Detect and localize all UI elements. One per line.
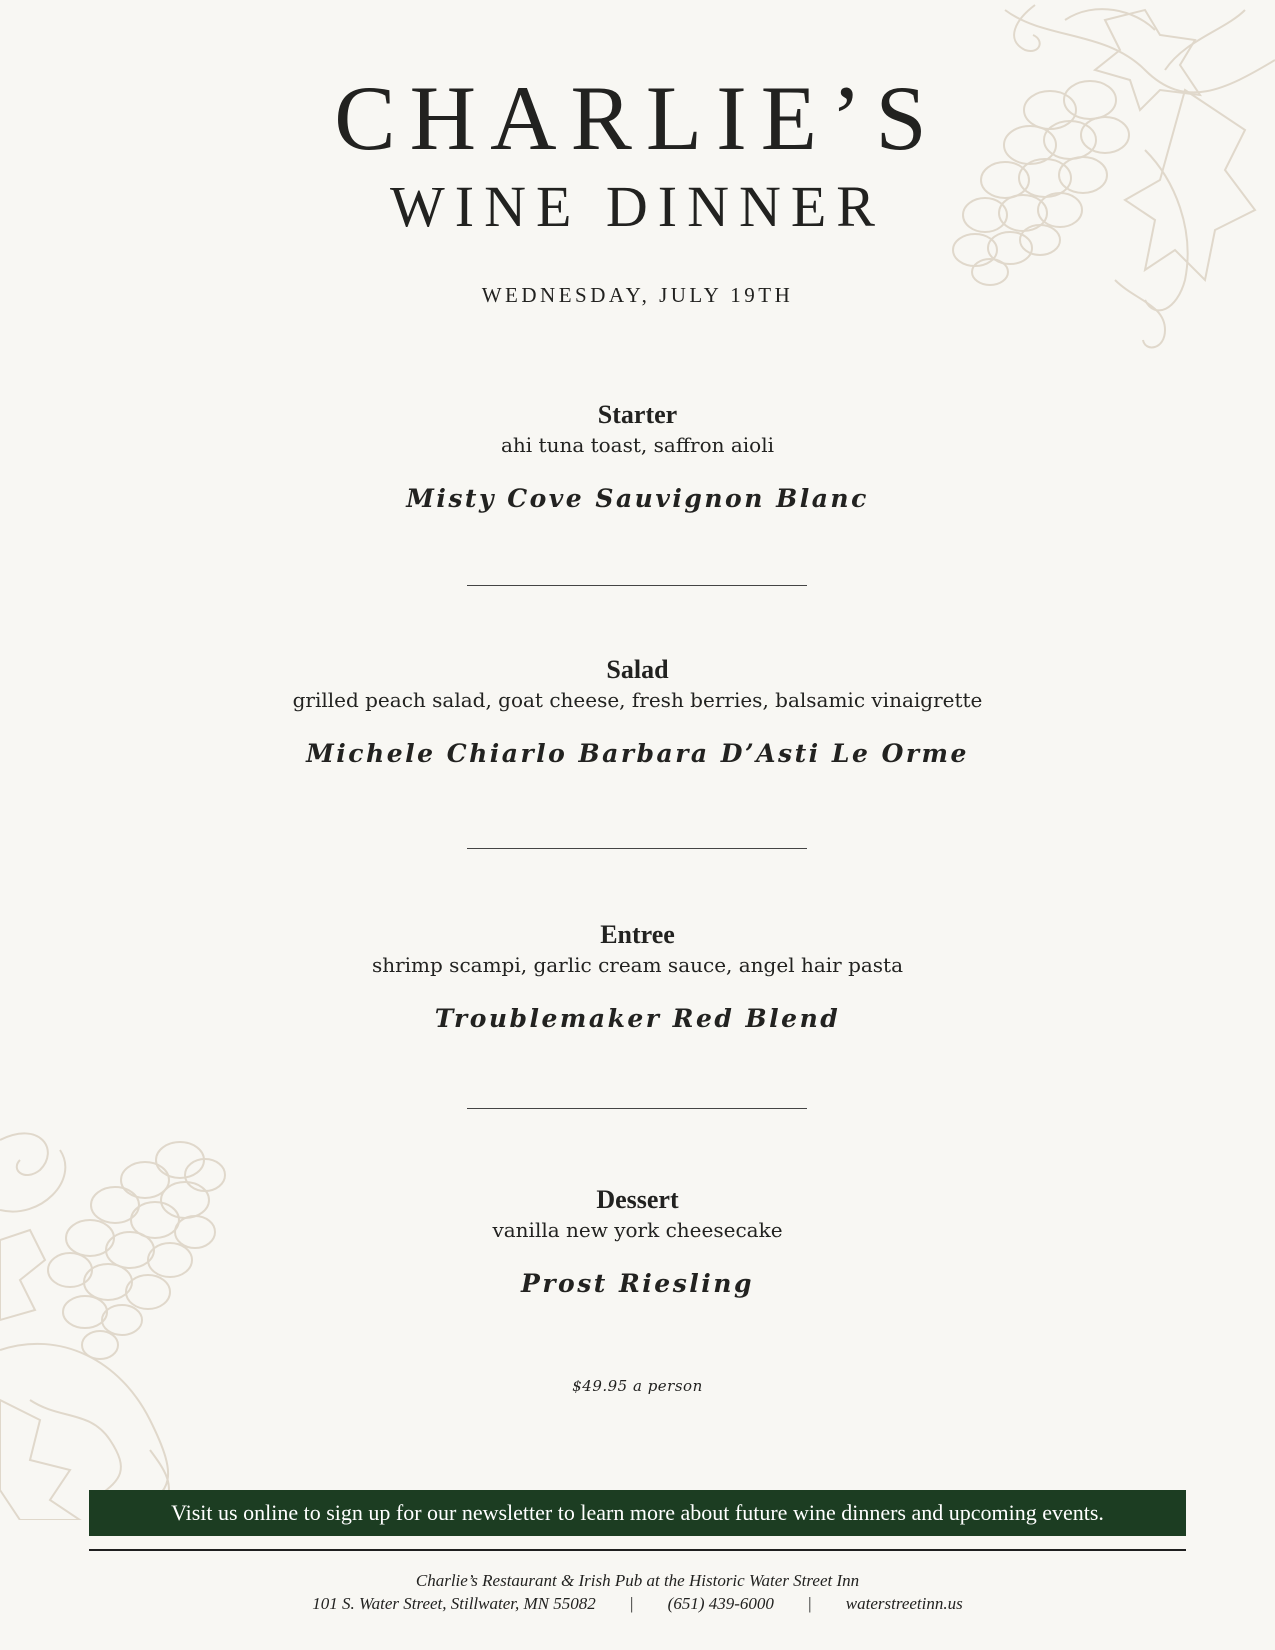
course-divider: [467, 1108, 807, 1109]
footer-phone: (651) 439-6000: [667, 1594, 774, 1613]
wine-pairing: Michele Chiarlo Barbara D’Asti Le Orme: [306, 739, 969, 768]
course-name: Entree: [600, 920, 675, 949]
course-name: Salad: [606, 655, 669, 684]
course-name: Starter: [597, 400, 678, 429]
wine-pairing: Troublemaker Red Blend: [434, 1004, 841, 1033]
price-per-person: $49.95 a person: [572, 1377, 703, 1395]
footer-address: 101 S. Water Street, Stillwater, MN 55082: [312, 1594, 596, 1613]
course-description: ahi tuna toast, saffron aioli: [500, 433, 775, 457]
footer-separator: |: [630, 1594, 634, 1613]
course-salad: [0, 657, 1275, 766]
course-divider: [467, 848, 807, 849]
footer-separator: |: [808, 1594, 812, 1613]
footer-website-link[interactable]: waterstreetinn.us: [845, 1594, 963, 1613]
restaurant-title: CHARLIE’S: [334, 67, 941, 169]
footer-venue: Charlie’s Restaurant & Irish Pub at the Historic Water Street Inn: [415, 1571, 860, 1590]
wine-pairing: Prost Riesling: [521, 1269, 754, 1298]
grapevine-ornament-bottom-left: [0, 1120, 240, 1520]
event-title: WINE DINNER: [390, 174, 885, 239]
event-date: WEDNESDAY, JULY 19TH: [481, 283, 794, 307]
course-entree: [0, 922, 1275, 1031]
footer-contact: [0, 1594, 1275, 1614]
footer-rule: [89, 1549, 1186, 1551]
course-name: Dessert: [596, 1185, 679, 1214]
wine-pairing: Misty Cove Sauvignon Blanc: [406, 484, 869, 513]
newsletter-text: Visit us online to sign up for our newsletter to learn more about future wine dinners and upcoming events.: [171, 1500, 1104, 1525]
course-starter: [0, 402, 1275, 511]
course-dessert: [0, 1187, 1275, 1296]
course-divider: [467, 585, 807, 586]
newsletter-banner: [89, 1490, 1186, 1536]
course-description: vanilla new york cheesecake: [492, 1218, 783, 1242]
course-description: shrimp scampi, garlic cream sauce, angel hair pasta: [371, 953, 904, 977]
course-description: grilled peach salad, goat cheese, fresh berries, balsamic vinaigrette: [292, 688, 983, 712]
